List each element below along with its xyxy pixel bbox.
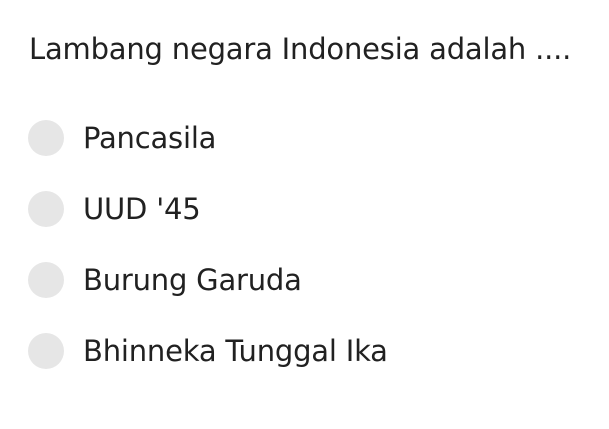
answer-option-label: UUD '45	[83, 192, 201, 226]
answer-option-uud-45[interactable]	[28, 185, 388, 233]
answer-option-label: Burung Garuda	[83, 263, 302, 297]
answer-options-list	[28, 114, 388, 398]
answer-option-burung-garuda[interactable]	[28, 256, 388, 304]
radio-button[interactable]	[28, 120, 64, 156]
answer-option-bhinneka-tunggal-ika[interactable]	[28, 327, 388, 375]
answer-option-label: Bhinneka Tunggal Ika	[83, 334, 388, 368]
question-text: Lambang negara Indonesia adalah ....	[29, 32, 572, 66]
radio-button[interactable]	[28, 262, 64, 298]
radio-button[interactable]	[28, 333, 64, 369]
answer-option-label: Pancasila	[83, 121, 217, 155]
answer-option-pancasila[interactable]	[28, 114, 388, 162]
radio-button[interactable]	[28, 191, 64, 227]
